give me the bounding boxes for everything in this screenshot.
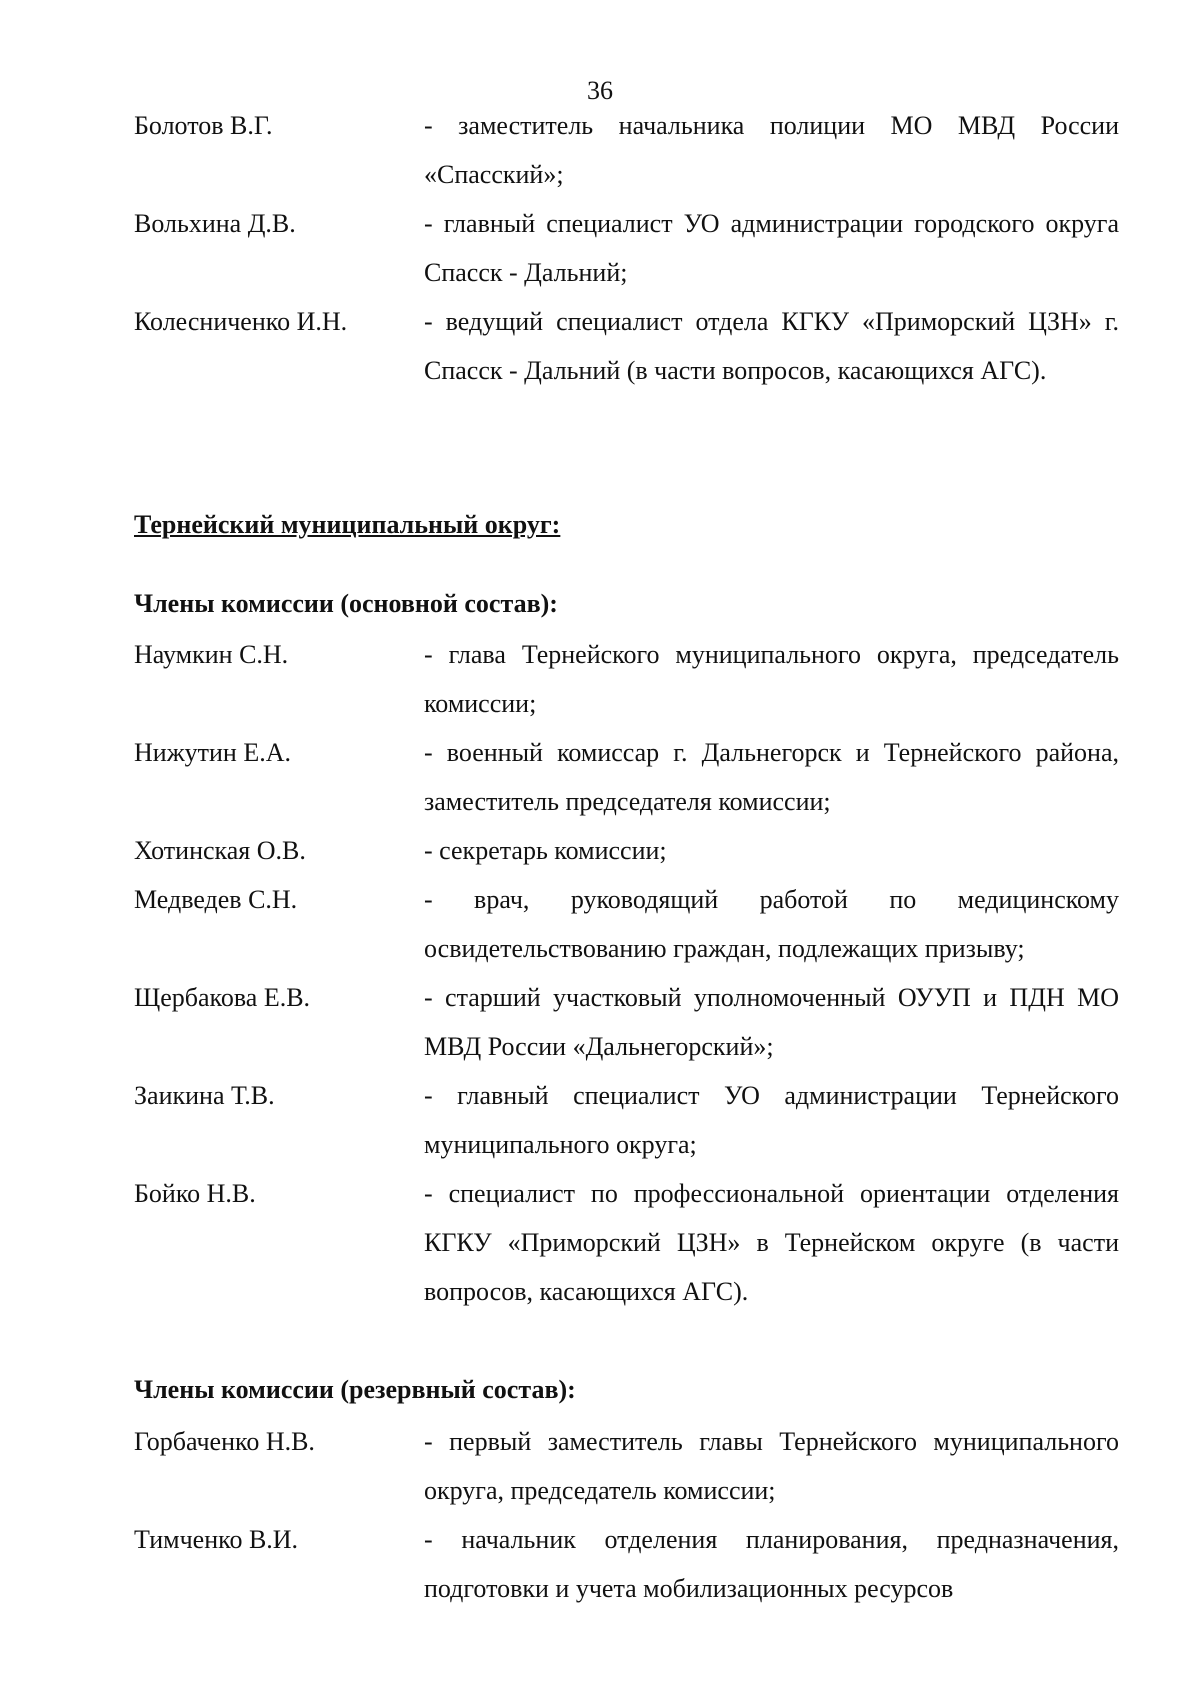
top-member-list: [134, 101, 1119, 395]
member-name: Горбаченко Н.В.: [134, 1427, 315, 1456]
member-entry: [134, 875, 1119, 973]
member-role: - секретарь комиссии;: [424, 836, 667, 865]
member-role: - старший участковый уполномоченный ОУУП и ПДН МО МВД России «Дальнегорский»;: [424, 983, 1119, 1061]
member-name: Болотов В.Г.: [134, 111, 273, 140]
member-entry: [134, 1417, 1119, 1515]
member-entry: [134, 199, 1119, 297]
member-role: - военный комиссар г. Дальнегорск и Тернейского района, заместитель председателя комиссии;: [424, 738, 1119, 816]
main-member-list: [134, 630, 1119, 1316]
member-entry: [134, 1515, 1119, 1613]
member-entry: [134, 973, 1119, 1071]
reserve-member-list: [134, 1417, 1119, 1613]
member-entry: [134, 1169, 1119, 1316]
district-heading: Тернейский муниципальный округ:: [134, 510, 561, 539]
member-entry: [134, 728, 1119, 826]
member-entry: [134, 1071, 1119, 1169]
member-role: - первый заместитель главы Тернейского муниципального округа, председатель комиссии;: [424, 1427, 1119, 1505]
member-role: - глава Тернейского муниципального округа, председатель комиссии;: [424, 640, 1119, 718]
member-role: - специалист по профессиональной ориентации отделения КГКУ «Приморский ЦЗН» в Тернейском округе (в части вопросов, касающихся АГС).: [424, 1179, 1119, 1306]
page-number: 36: [587, 76, 613, 105]
member-role: - врач, руководящий работой по медицинскому освидетельствованию граждан, подлежащих призыву;: [424, 885, 1119, 963]
member-name: Медведев С.Н.: [134, 885, 298, 914]
member-name: Колесниченко И.Н.: [134, 307, 348, 336]
member-role: - главный специалист УО администрации городского округа Спасск - Дальний;: [424, 209, 1119, 287]
member-role: - главный специалист УО администрации Тернейского муниципального округа;: [424, 1081, 1119, 1159]
reserve-composition-heading: Члены комиссии (резервный состав):: [134, 1375, 576, 1404]
member-entry: [134, 826, 1119, 875]
member-name: Заикина Т.В.: [134, 1081, 275, 1110]
member-entry: [134, 297, 1119, 395]
member-name: Тимченко В.И.: [134, 1525, 299, 1554]
member-name: Нижутин Е.А.: [134, 738, 292, 767]
member-role: - начальник отделения планирования, предназначения, подготовки и учета мобилизационных ресурсов: [424, 1525, 1119, 1603]
member-role: - ведущий специалист отдела КГКУ «Приморский ЦЗН» г. Спасск - Дальний (в части вопросов, касающихся АГС).: [424, 307, 1119, 385]
member-name: Хотинская О.В.: [134, 836, 306, 865]
member-name: Вольхина Д.В.: [134, 209, 296, 238]
member-name: Наумкин С.Н.: [134, 640, 289, 669]
member-entry: [134, 630, 1119, 728]
member-name: Бойко Н.В.: [134, 1179, 256, 1208]
member-name: Щербакова Е.В.: [134, 983, 311, 1012]
main-composition-heading: Члены комиссии (основной состав):: [134, 589, 558, 618]
member-role: - заместитель начальника полиции МО МВД России «Спасский»;: [424, 111, 1119, 189]
member-entry: [134, 101, 1119, 199]
